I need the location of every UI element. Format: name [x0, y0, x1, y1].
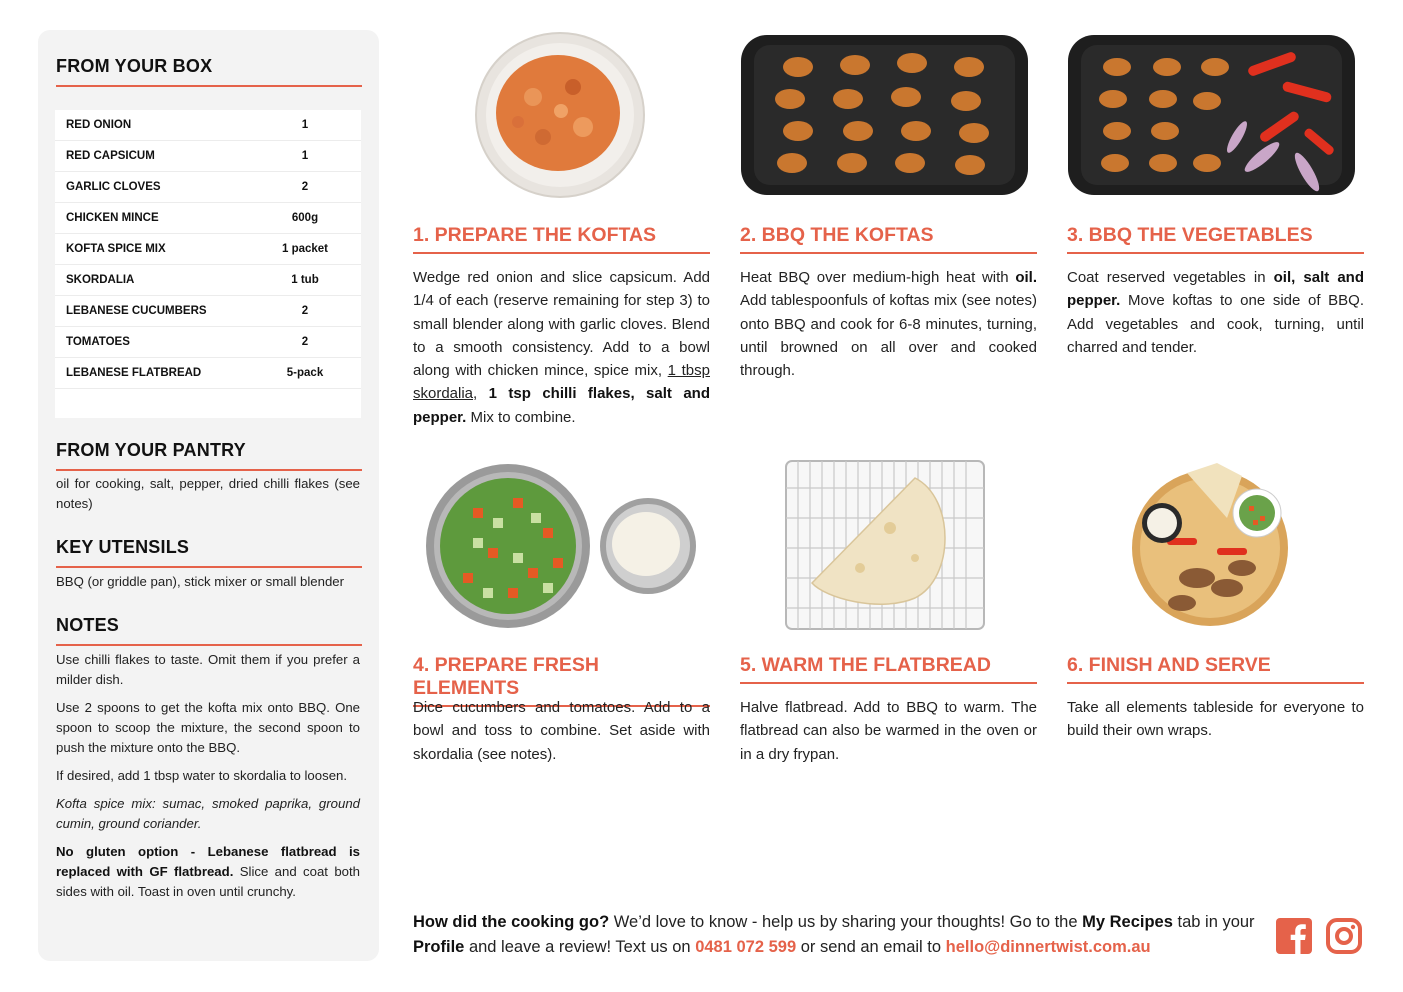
step-2-bold: oil.	[1015, 269, 1037, 286]
note-gluten	[56, 842, 360, 902]
step-3-bold: oil, salt and pepper.	[1067, 269, 1364, 310]
step-1-text-c: Mix to combine.	[466, 408, 576, 426]
step-5-image	[740, 458, 1037, 633]
ingredient-qty: 1 tub	[291, 274, 319, 286]
note-spice-mix: Kofta spice mix: sumac, smoked paprika, ground cumin, ground coriander.	[56, 796, 360, 831]
footer-question: How did the cooking go?	[413, 913, 610, 931]
ingredient-row	[55, 141, 361, 172]
step-3-body	[1067, 266, 1364, 359]
ingredient-name: RED CAPSICUM	[66, 150, 155, 162]
ingredient-row	[55, 265, 361, 296]
step-5-body: Halve flatbread. Add to BBQ to warm. The flatbread can also be warmed in the oven or in a dry frypan.	[740, 699, 1037, 763]
ingredient-name: LEBANESE CUCUMBERS	[66, 305, 207, 317]
footer-text-c: and leave a review! Text us on	[464, 938, 696, 956]
pantry-heading: FROM YOUR PANTRY	[56, 440, 362, 471]
step-1-body	[413, 266, 710, 429]
step-1-text-a: Wedge red onion and slice capsicum. Add 1/4 of each (reserve remaining for step 3) to small blender along with garlic cloves. Blend to a smooth consistency. Add to a bowl along with chicken mince, spice mix,	[413, 269, 710, 380]
feedback-footer	[413, 910, 1263, 960]
ingredient-qty: 1	[301, 150, 309, 162]
footer-my-recipes: My Recipes	[1082, 913, 1173, 931]
step-2-text-b: Add tablespoonfuls of koftas mix (see notes) onto BBQ and cook for 6-8 minutes, turning, until browned on all over and cooked through.	[740, 292, 1037, 380]
footer-profile: Profile	[413, 938, 465, 956]
ingredient-name: GARLIC CLOVES	[66, 181, 161, 193]
ingredient-qty: 2	[301, 336, 309, 348]
ingredient-qty: 5-pack	[286, 367, 324, 379]
ingredient-name: RED ONION	[66, 119, 132, 131]
footer-text-b: tab in your	[1172, 913, 1255, 931]
box-heading: FROM YOUR BOX	[56, 56, 362, 87]
notes-list	[56, 650, 360, 910]
step-4-title: 4. PREPARE FRESH ELEMENTS	[413, 654, 710, 707]
step-5-title: 5. WARM THE FLATBREAD	[740, 654, 1037, 684]
ingredient-qty: 1 packet	[281, 243, 329, 255]
ingredient-row	[55, 172, 361, 203]
ingredient-qty: 2	[301, 181, 309, 193]
ingredient-name: SKORDALIA	[66, 274, 135, 286]
note-chilli: Use chilli flakes to taste. Omit them if you prefer a milder dish.	[56, 652, 360, 687]
ingredient-name: CHICKEN MINCE	[66, 212, 159, 224]
notes-heading: NOTES	[56, 615, 362, 646]
step-1-underline: 1 tbsp skordalia	[413, 362, 710, 403]
step-1-image	[413, 27, 710, 202]
utensils-text: BBQ (or griddle pan), stick mixer or small blender	[56, 574, 345, 589]
step-3-text-a: Coat reserved vegetables in	[1067, 269, 1274, 286]
ingredient-qty: 2	[301, 305, 309, 317]
step-6-title: 6. FINISH AND SERVE	[1067, 654, 1364, 684]
sidebar	[38, 30, 379, 961]
step-2-text-a: Heat BBQ over medium-high heat with	[740, 269, 1016, 286]
instagram-icon[interactable]	[1326, 918, 1362, 954]
note-skordalia: If desired, add 1 tbsp water to skordalia to loosen.	[56, 768, 348, 783]
ingredient-row	[55, 358, 361, 389]
step-3-title: 3. BBQ THE VEGETABLES	[1067, 224, 1364, 254]
note-gluten-rest: Slice and coat both sides with oil. Toast in oven until crunchy.	[56, 864, 360, 899]
step-1-bold: 1 tsp chilli flakes, salt and pepper.	[413, 385, 710, 426]
step-2-title: 2. BBQ THE KOFTAS	[740, 224, 1037, 254]
ingredient-qty: 600g	[291, 212, 319, 224]
phone-link[interactable]: 0481 072 599	[695, 938, 797, 956]
ingredient-row	[55, 327, 361, 358]
ingredient-row	[55, 203, 361, 234]
step-2-body	[740, 266, 1037, 382]
note-gluten-bold: No gluten option - Lebanese flatbread is replaced with GF flatbread.	[56, 844, 360, 879]
step-3-image	[1067, 27, 1364, 202]
utensils-heading: KEY UTENSILS	[56, 537, 362, 568]
ingredient-qty: 1	[301, 119, 309, 131]
step-4-image	[413, 458, 710, 633]
ingredient-row	[55, 234, 361, 265]
footer-text-a: We’d love to know - help us by sharing your thoughts! Go to the	[609, 913, 1083, 931]
facebook-icon[interactable]	[1276, 918, 1312, 954]
step-3-text-b: Move koftas to one side of BBQ. Add vegetables and cook, turning, until charred and tender.	[1067, 292, 1364, 356]
email-link[interactable]: hello@dinnertwist.com.au	[945, 938, 1151, 956]
step-1-title: 1. PREPARE THE KOFTAS	[413, 224, 710, 254]
ingredient-row	[55, 296, 361, 327]
pantry-text: oil for cooking, salt, pepper, dried chilli flakes (see notes)	[56, 476, 360, 511]
footer-text-d: or send an email to	[796, 938, 946, 956]
step-4-body: Dice cucumbers and tomatoes. Add to a bowl and toss to combine. Set aside with skordalia (see notes).	[413, 699, 710, 763]
ingredients-table	[55, 110, 361, 418]
ingredient-name: TOMATOES	[66, 336, 130, 348]
step-6-image	[1067, 458, 1364, 633]
step-2-image	[740, 27, 1037, 202]
step-1-text-b: ,	[473, 385, 489, 403]
step-6-body: Take all elements tableside for everyone to build their own wraps.	[1067, 699, 1364, 740]
ingredient-name: LEBANESE FLATBREAD	[66, 367, 202, 379]
note-spoons: Use 2 spoons to get the kofta mix onto BBQ. One spoon to scoop the mixture, the second spoon to push the mixture onto the BBQ.	[56, 700, 360, 755]
ingredient-name: KOFTA SPICE MIX	[66, 243, 166, 255]
ingredient-row	[55, 110, 361, 141]
